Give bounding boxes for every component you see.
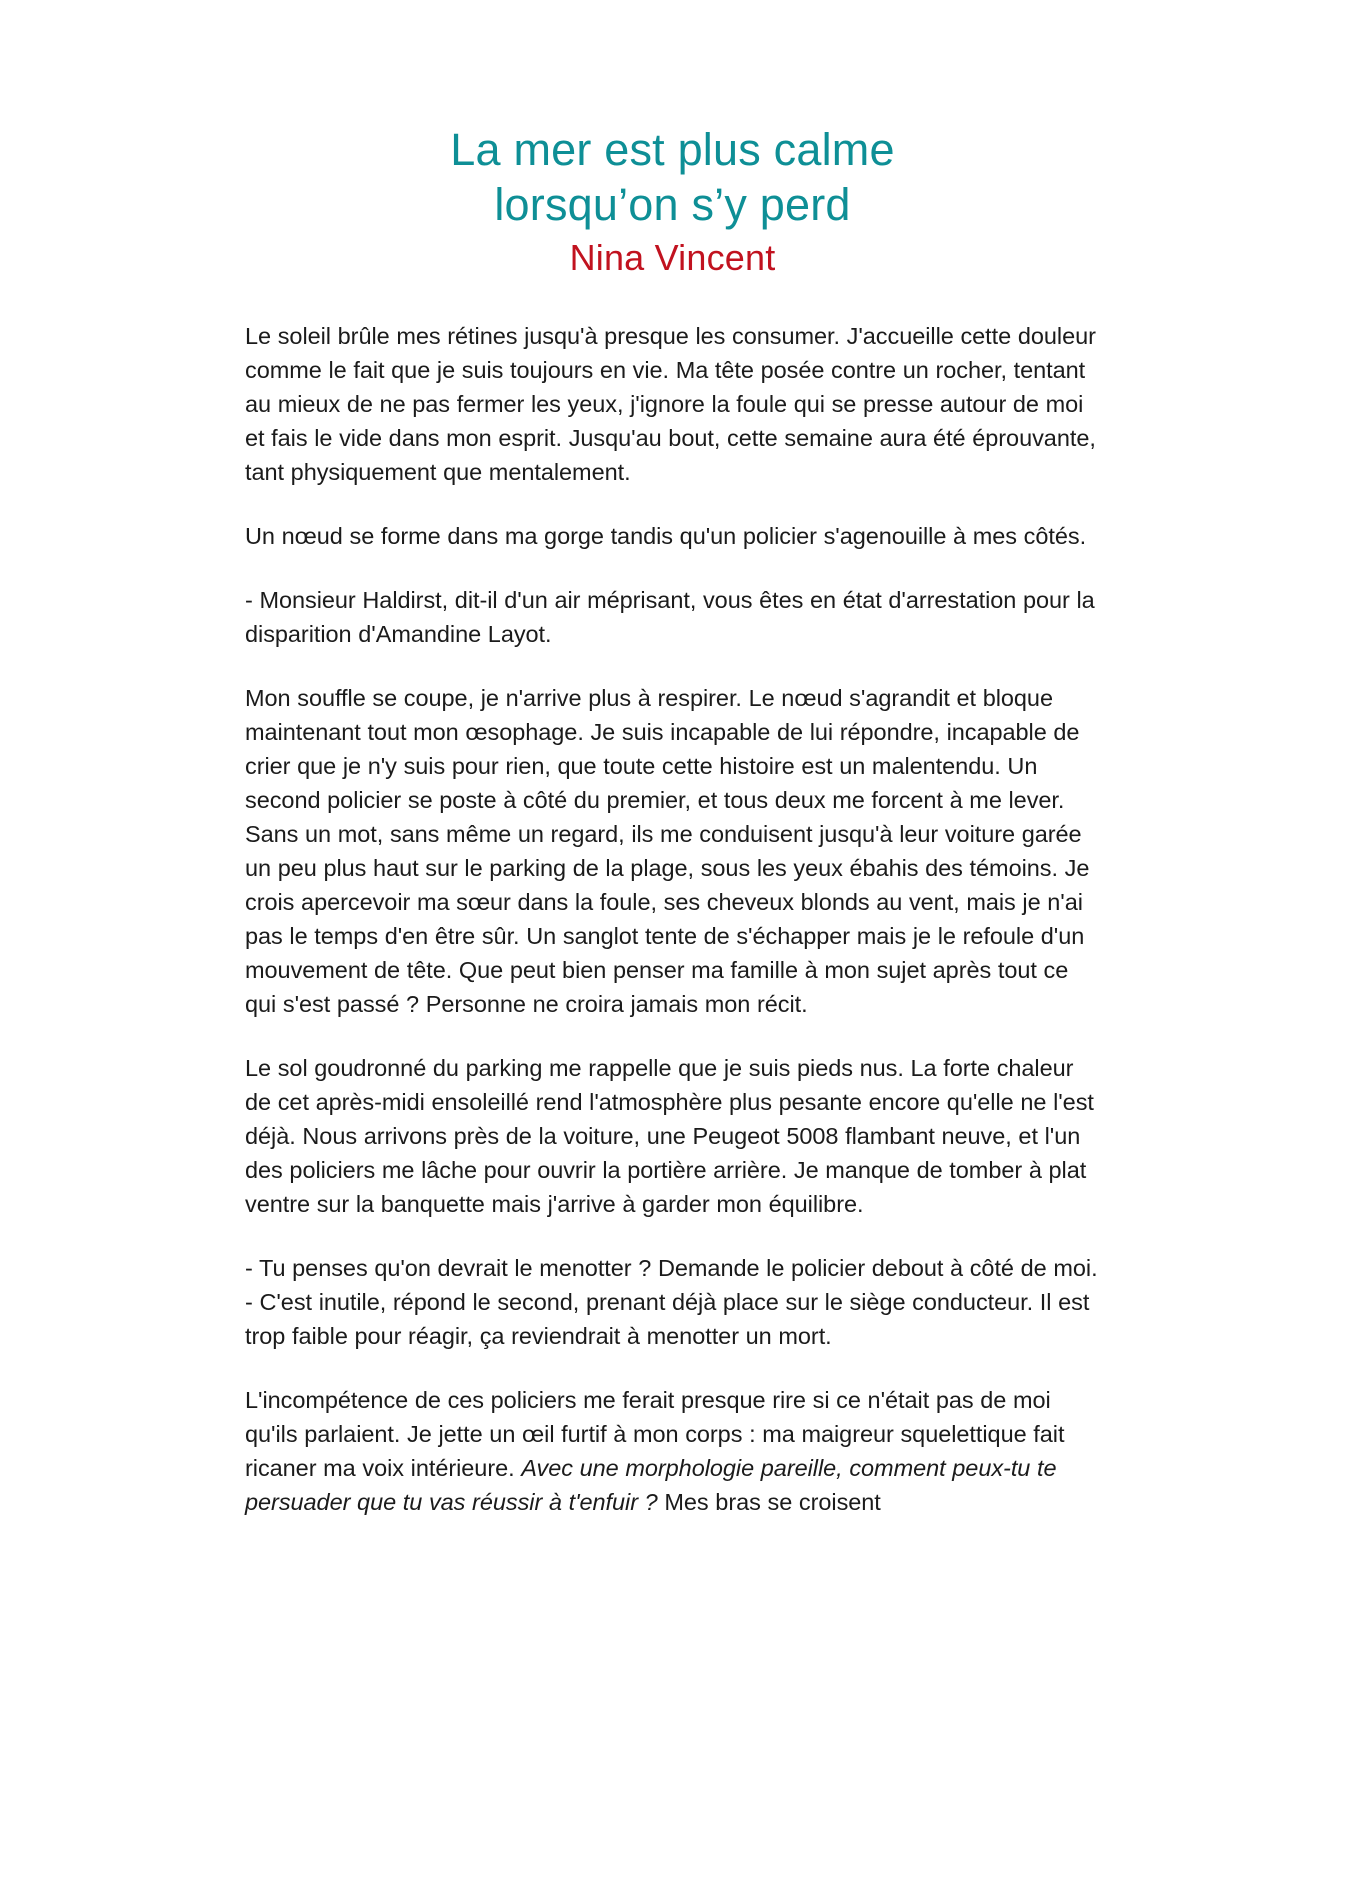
paragraph-3: - Monsieur Haldirst, dit-il d'un air méprisant, vous êtes en état d'arrestation pour la disparition d'Amandine Layot. bbox=[245, 587, 1095, 647]
title-line-2: lorsqu’on s’y perd bbox=[494, 179, 851, 230]
story-body bbox=[240, 281, 1105, 1519]
title-block bbox=[0, 0, 1345, 281]
paragraph-7-final bbox=[245, 1383, 1105, 1519]
page-title bbox=[0, 122, 1345, 232]
paragraph-1: Le soleil brûle mes rétines jusqu'à presque les consumer. J'accueille cette douleur comme le fait que je suis toujours en vie. Ma tête posée contre un rocher, tentant au mieux de ne pas fermer les yeux, j'ignore la foule qui se presse autour de moi et fais le vide dans mon esprit. Jusqu'au bout, cette semaine aura été éprouvante, tant physiquement que mentalement. bbox=[245, 323, 1096, 485]
title-line-1: La mer est plus calme bbox=[450, 124, 895, 175]
final-tail-text: Mes bras se croisent bbox=[657, 1489, 881, 1515]
paragraph-6-dialogue: - Tu penses qu'on devrait le menotter ? Demande le policier debout à côté de moi. - C'est inutile, répond le second, prenant déjà place sur le siège conducteur. Il est trop faible pour réagir, ça reviendrait à menotter un mort. bbox=[245, 1255, 1098, 1349]
author-byline: Nina Vincent bbox=[569, 237, 776, 278]
paragraph-2: Un nœud se forme dans ma gorge tandis qu'un policier s'agenouille à mes côtés. bbox=[245, 523, 1087, 549]
final-italic-thought: Avec une morphologie pareille, comment peux-tu te persuader que tu vas réussir à t'enfuir ? bbox=[245, 1455, 1057, 1515]
final-lead-text: L'incompétence de ces policiers me ferait presque rire si ce n'était pas de moi qu'ils parlaient. Je jette un œil furtif à mon corps : ma maigreur squelettique fait ricaner ma voix intérieure. bbox=[245, 1387, 1065, 1481]
paragraph-5: Le sol goudronné du parking me rappelle que je suis pieds nus. La forte chaleur de cet après-midi ensoleillé rend l'atmosphère plus pesante encore qu'elle ne l'est déjà. Nous arrivons près de la voiture, une Peugeot 5008 flambant neuve, et l'un des policiers me lâche pour ouvrir la portière arrière. Je manque de tomber à plat ventre sur la banquette mais j'arrive à garder mon équilibre. bbox=[245, 1055, 1094, 1217]
paragraph-4: Mon souffle se coupe, je n'arrive plus à respirer. Le nœud s'agrandit et bloque maintenant tout mon œsophage. Je suis incapable de lui répondre, incapable de crier que je n'y suis pour rien, que toute cette histoire est un malentendu. Un second policier se poste à côté du premier, et tous deux me forcent à me lever. Sans un mot, sans même un regard, ils me conduisent jusqu'à leur voiture garée un peu plus haut sur le parking de la plage, sous les yeux ébahis des témoins. Je crois apercevoir ma sœur dans la foule, ses cheveux blonds au vent, mais je n'ai pas le temps d'en être sûr. Un sanglot tente de s'échapper mais je le refoule d'un mouvement de tête. Que peut bien penser ma famille à mon sujet après tout ce qui s'est passé ? Personne ne croira jamais mon récit. bbox=[245, 685, 1090, 1017]
